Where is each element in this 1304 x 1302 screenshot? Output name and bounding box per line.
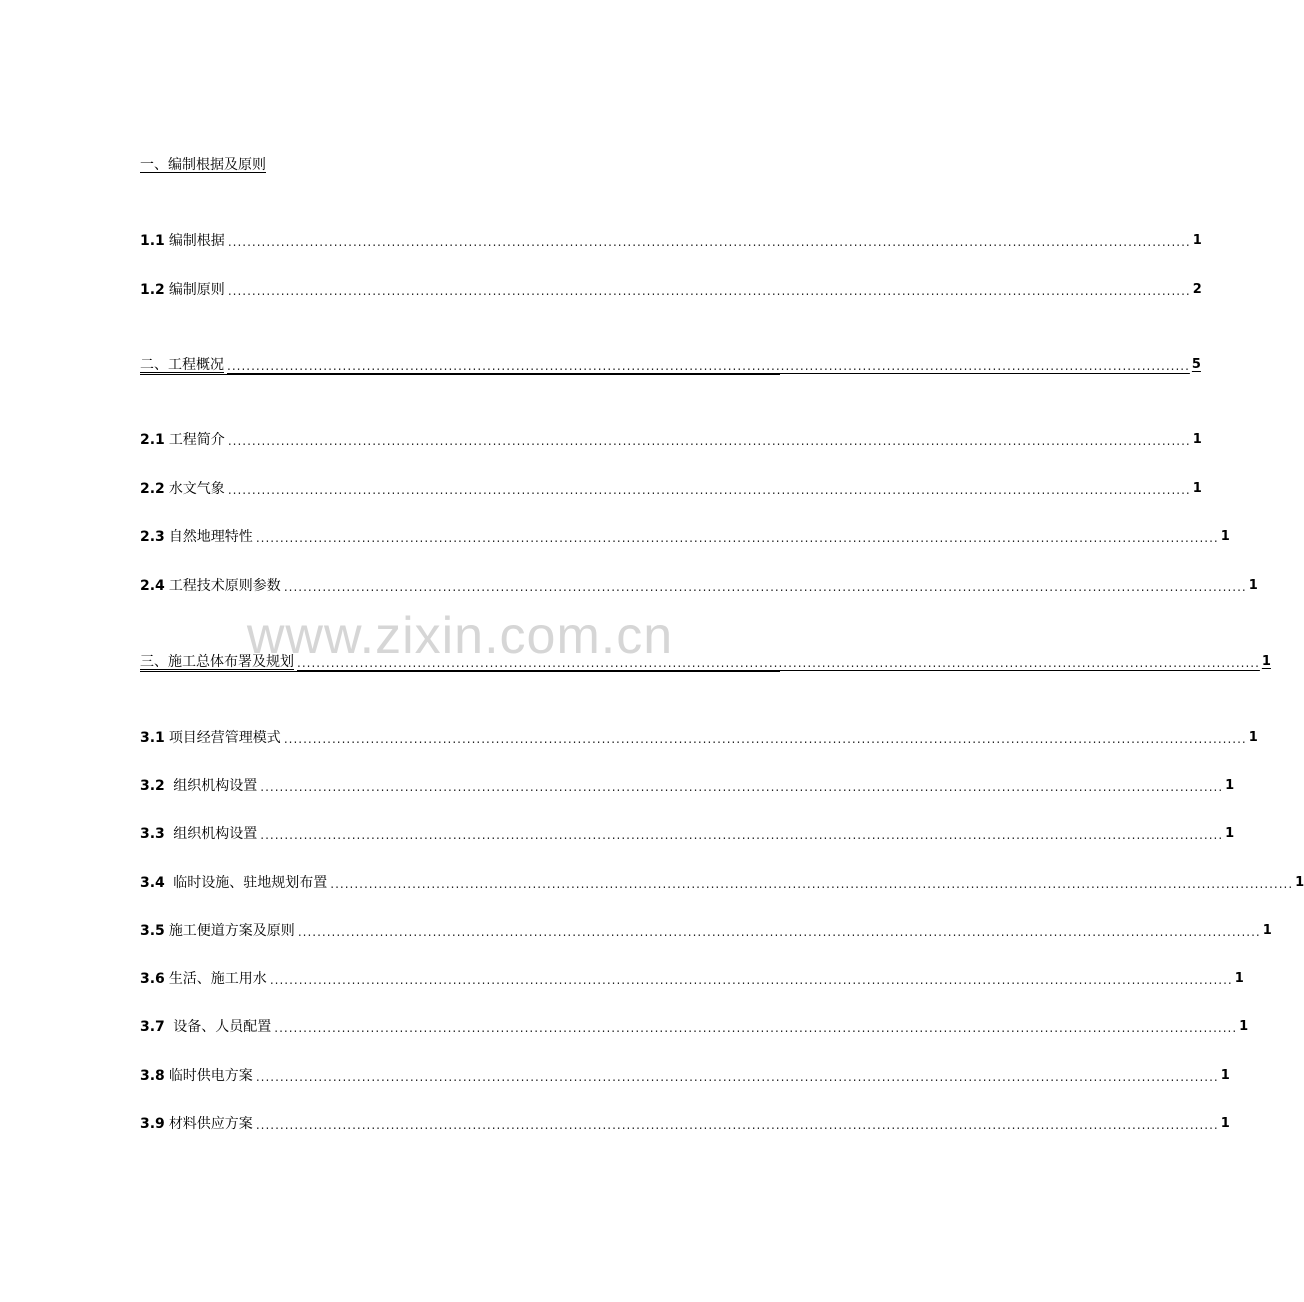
leader-dots: ........................................................................................................................................................................................................ — [227, 483, 1191, 497]
leader-dots: ........................................................................................................................................................................................................ — [330, 877, 1294, 891]
leader-dots: ........................................................................................................................................................................................................ — [260, 828, 1224, 842]
toc-entry-number: 3.8 — [140, 1068, 165, 1084]
toc-entry-page: 1 — [1239, 1019, 1249, 1034]
toc-entry-3-4[interactable] — [140, 868, 1304, 892]
toc-entry-title: 编制原则 — [168, 282, 225, 298]
toc-entry-3-9[interactable] — [140, 1109, 1230, 1133]
toc-entry-3-1[interactable] — [140, 723, 1258, 747]
toc-entry-number: 3.4 — [140, 875, 165, 891]
toc-entry-title: 临时供电方案 — [168, 1068, 253, 1084]
toc-entry-title: 生活、施工用水 — [168, 971, 267, 987]
toc-entry-3-3[interactable] — [140, 819, 1235, 843]
toc-entry-page: 1 — [1295, 875, 1304, 890]
toc-entry-title: 自然地理特性 — [168, 529, 253, 545]
toc-entry-page: 1 — [1248, 730, 1258, 745]
toc-heading-title: 二、工程概况 — [140, 357, 224, 373]
toc-entry-number: 3.3 — [140, 826, 165, 842]
toc-entry-page: 1 — [1220, 1068, 1230, 1083]
toc-entry-number: 1.2 — [140, 282, 165, 298]
leader-dots: ........................................................................................................................................................................................................ — [255, 531, 1219, 545]
toc-entry-3-7[interactable] — [140, 1012, 1249, 1036]
leader-dots: ........................................................................................................................................................................................................ — [269, 973, 1233, 987]
toc-heading-1[interactable] — [140, 150, 780, 174]
toc-entry-title: 编制根据 — [168, 233, 225, 249]
toc-entry-page: 1 — [1192, 481, 1202, 496]
toc-entry-title: 工程简介 — [168, 432, 225, 448]
toc-entry-title: 项目经营管理模式 — [168, 730, 281, 746]
toc-entry-page: 1 — [1262, 923, 1272, 938]
toc-heading-title: 三、施工总体布署及规划 — [140, 654, 294, 670]
toc-entry-page: 1 — [1192, 432, 1202, 447]
toc-heading-title: 一、编制根据及原则 — [140, 157, 266, 173]
toc-entry-page: 1 — [1225, 778, 1235, 793]
toc-entry-number: 2.2 — [140, 481, 165, 497]
toc-entry-page: 1 — [1225, 826, 1235, 841]
watermark: www.zixin.com.cn — [246, 607, 674, 665]
toc-entry-1-1[interactable] — [140, 226, 1202, 250]
toc-entry-title: 组织机构设置 — [168, 778, 258, 794]
leader-dots: ........................................................................................................................................................................................................ — [297, 656, 1260, 670]
toc-entry-3-5[interactable] — [140, 916, 1272, 940]
toc-entry-page: 1 — [1220, 529, 1230, 544]
toc-entry-number: 3.9 — [140, 1116, 165, 1132]
leader-dots: ........................................................................................................................................................................................................ — [274, 1021, 1238, 1035]
toc-entry-1-2[interactable] — [140, 275, 1202, 299]
toc-entry-2-1[interactable] — [140, 425, 1202, 449]
toc-heading-2[interactable] — [140, 350, 1201, 375]
toc-entry-page: 2 — [1192, 282, 1202, 297]
toc-entry-3-2[interactable] — [140, 771, 1235, 795]
toc-entry-title: 施工便道方案及原则 — [168, 923, 295, 939]
toc-heading-page: 1 — [1261, 654, 1271, 669]
leader-dots: ........................................................................................................................................................................................................ — [227, 434, 1191, 448]
leader-dots: ........................................................................................................................................................................................................ — [255, 1070, 1219, 1084]
toc-entry-number: 3.5 — [140, 923, 165, 939]
toc-entry-page: 1 — [1234, 971, 1244, 986]
toc-entry-number: 1.1 — [140, 233, 165, 249]
toc-entry-title: 组织机构设置 — [168, 826, 258, 842]
toc-entry-number: 3.2 — [140, 778, 165, 794]
toc-entry-number: 3.6 — [140, 971, 165, 987]
leader-dots: ........................................................................................................................................................................................................ — [260, 780, 1224, 794]
toc-entry-number: 2.4 — [140, 578, 165, 594]
toc-entry-title: 设备、人员配置 — [168, 1019, 272, 1035]
toc-entry-page: 1 — [1192, 233, 1202, 248]
toc-entry-number: 3.1 — [140, 730, 165, 746]
toc-entry-title: 水文气象 — [168, 481, 225, 497]
toc-entry-3-8[interactable] — [140, 1061, 1230, 1085]
toc-entry-page: 1 — [1248, 578, 1258, 593]
leader-dots: ........................................................................................................................................................................................................ — [283, 580, 1247, 594]
leader-dots: ........................................................................................................................................................................................................ — [255, 1118, 1219, 1132]
toc-entry-2-2[interactable] — [140, 474, 1202, 498]
toc-entry-number: 2.3 — [140, 529, 165, 545]
toc-entry-2-4[interactable] — [140, 571, 1258, 595]
toc-entry-title: 工程技术原则参数 — [168, 578, 281, 594]
toc-entry-number: 2.1 — [140, 432, 165, 448]
toc-entry-number: 3.7 — [140, 1019, 165, 1035]
toc-heading-3[interactable] — [140, 647, 1271, 672]
leader-dots: ........................................................................................................................................................................................................ — [227, 284, 1191, 298]
leader-dots: ........................................................................................................................................................................................................ — [283, 732, 1247, 746]
leader-dots: ........................................................................................................................................................................................................ — [297, 925, 1261, 939]
leader-dots: ........................................................................................................................................................................................................ — [227, 235, 1191, 249]
toc-entry-page: 1 — [1220, 1116, 1230, 1131]
toc-heading-page: 5 — [1191, 357, 1201, 372]
toc-entry-title: 临时设施、驻地规划布置 — [168, 875, 328, 891]
toc-entry-3-6[interactable] — [140, 964, 1244, 988]
toc-entry-2-3[interactable] — [140, 522, 1230, 546]
leader-dots: ........................................................................................................................................................................................................ — [227, 359, 1190, 373]
toc-entry-title: 材料供应方案 — [168, 1116, 253, 1132]
